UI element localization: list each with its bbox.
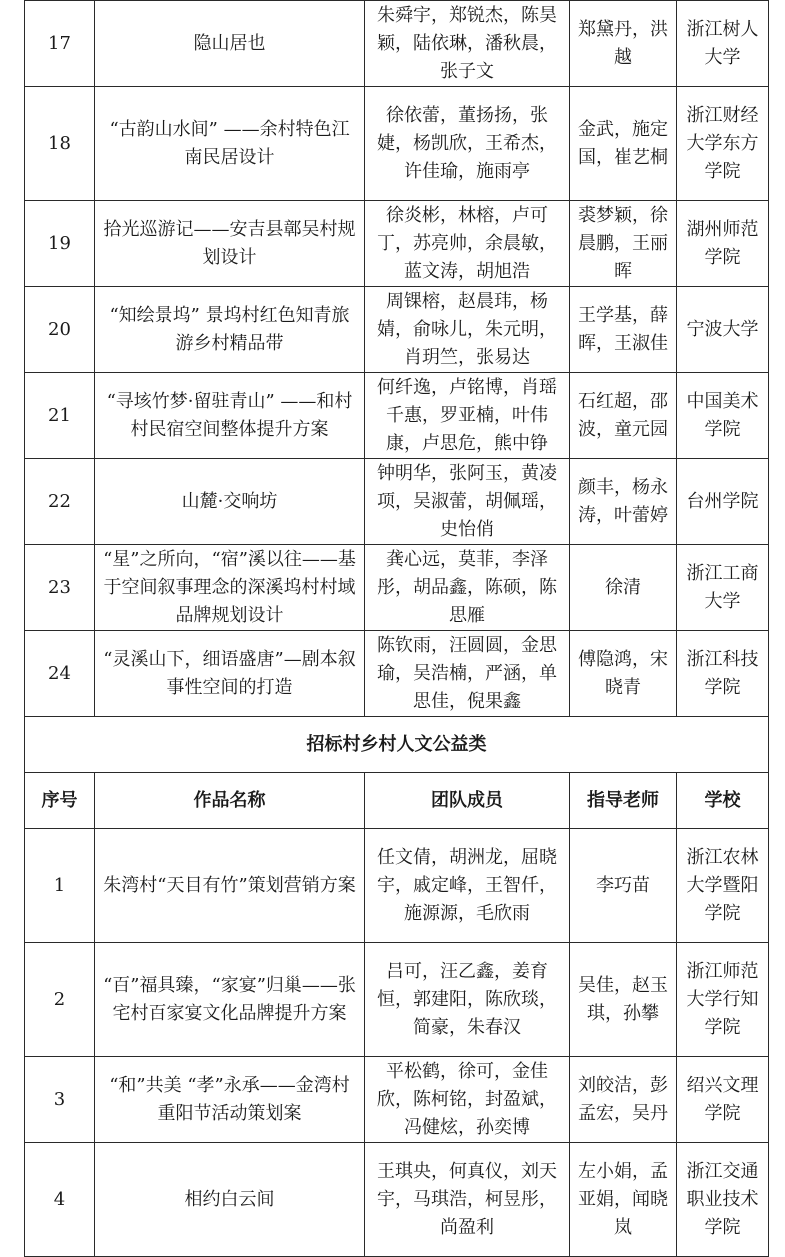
school: 湖州师范学院 xyxy=(677,201,769,287)
row-number: 19 xyxy=(25,201,95,287)
work-title: “知绘景坞” 景坞村红色知青旅游乡村精品带 xyxy=(95,287,365,373)
work-title: “寻垓竹梦·留驻青山” ——和村村民宿空间整体提升方案 xyxy=(95,373,365,459)
advisors: 郑黛丹，洪越 xyxy=(570,1,677,87)
row-number: 23 xyxy=(25,545,95,631)
table-row xyxy=(25,943,769,1057)
work-title: 拾光巡游记——安吉县鄣吴村规划设计 xyxy=(95,201,365,287)
header-members: 团队成员 xyxy=(365,773,570,829)
team-members: 吕可，汪乙鑫，姜育恒，郭建阳，陈欣琰，简豪，朱春汉 xyxy=(365,943,570,1057)
team-members: 任文倩，胡洲龙，屈晓宇，戚定峰，王智仟，施源源，毛欣雨 xyxy=(365,829,570,943)
team-members: 平松鹤，徐可，金佳欣，陈柯铭，封盈斌，冯健炫，孙奕博 xyxy=(365,1057,570,1143)
row-number: 22 xyxy=(25,459,95,545)
school: 浙江树人大学 xyxy=(677,1,769,87)
team-members: 陈钦雨，汪圆圆，金思瑜，吴浩楠，严涵，单思佳，倪果鑫 xyxy=(365,631,570,717)
table-row xyxy=(25,201,769,287)
team-members: 周锞榕，赵晨玮，杨婧，俞咏儿，朱元明，肖玥竺，张易达 xyxy=(365,287,570,373)
work-title: 隐山居也 xyxy=(95,1,365,87)
school: 浙江科技学院 xyxy=(677,631,769,717)
section-header-row xyxy=(25,717,769,773)
team-members: 王琪央，何真仪，刘天宇，马琪浩，柯昱彤，尚盈利 xyxy=(365,1143,570,1257)
table-row xyxy=(25,373,769,459)
row-number: 17 xyxy=(25,1,95,87)
section-title: 招标村乡村人文公益类 xyxy=(25,717,769,773)
advisors: 颜丰，杨永涛，叶蕾婷 xyxy=(570,459,677,545)
header-school: 学校 xyxy=(677,773,769,829)
advisors: 王学基，薛晖，王淑佳 xyxy=(570,287,677,373)
school: 浙江交通职业技术学院 xyxy=(677,1143,769,1257)
table-row xyxy=(25,1,769,87)
school: 宁波大学 xyxy=(677,287,769,373)
row-number: 3 xyxy=(25,1057,95,1143)
work-title: 山麓·交响坊 xyxy=(95,459,365,545)
column-header-row xyxy=(25,773,769,829)
row-number: 24 xyxy=(25,631,95,717)
work-title: “古韵山水间” ——余村特色江南民居设计 xyxy=(95,87,365,201)
school: 浙江工商大学 xyxy=(677,545,769,631)
advisors: 左小娟，孟亚娟，闻晓岚 xyxy=(570,1143,677,1257)
advisors: 裘梦颖，徐晨鹏，王丽晖 xyxy=(570,201,677,287)
row-number: 2 xyxy=(25,943,95,1057)
work-title: “和”共美 “孝”永承——金湾村重阳节活动策划案 xyxy=(95,1057,365,1143)
table-row xyxy=(25,631,769,717)
table-row xyxy=(25,1057,769,1143)
school: 绍兴文理学院 xyxy=(677,1057,769,1143)
row-number: 4 xyxy=(25,1143,95,1257)
team-members: 龚心远，莫菲，李泽彤，胡品鑫，陈硕，陈思雁 xyxy=(365,545,570,631)
table-row xyxy=(25,1143,769,1257)
school: 浙江财经大学东方学院 xyxy=(677,87,769,201)
table-row xyxy=(25,287,769,373)
awards-table xyxy=(24,0,769,1257)
school: 浙江师范大学行知学院 xyxy=(677,943,769,1057)
advisors: 徐清 xyxy=(570,545,677,631)
table-row xyxy=(25,459,769,545)
school: 浙江农林大学暨阳学院 xyxy=(677,829,769,943)
school: 台州学院 xyxy=(677,459,769,545)
team-members: 何纤逸，卢铭博，肖瑶千惠，罗亚楠，叶伟康，卢思危，熊中铮 xyxy=(365,373,570,459)
header-number: 序号 xyxy=(25,773,95,829)
table-row xyxy=(25,545,769,631)
school: 中国美术学院 xyxy=(677,373,769,459)
work-title: 相约白云间 xyxy=(95,1143,365,1257)
advisors: 傅隐鸿，宋晓青 xyxy=(570,631,677,717)
team-members: 钟明华，张阿玉，黄凌项，吴淑蕾，胡佩瑶，史怡俏 xyxy=(365,459,570,545)
advisors: 李巧苗 xyxy=(570,829,677,943)
row-number: 18 xyxy=(25,87,95,201)
table-row xyxy=(25,829,769,943)
team-members: 徐依蕾，董扬扬，张婕，杨凯欣，王希杰，许佳瑜，施雨亭 xyxy=(365,87,570,201)
team-members: 朱舜宇，郑锐杰，陈昊颖，陆依琳，潘秋晨，张子文 xyxy=(365,1,570,87)
work-title: “灵溪山下，细语盛唐”—剧本叙事性空间的打造 xyxy=(95,631,365,717)
header-title: 作品名称 xyxy=(95,773,365,829)
team-members: 徐炎彬，林榕，卢可丁，苏亮帅，余晨敏，蓝文涛，胡旭浩 xyxy=(365,201,570,287)
advisors: 吴佳，赵玉琪，孙攀 xyxy=(570,943,677,1057)
table-row xyxy=(25,87,769,201)
advisors: 刘皎洁，彭孟宏，吴丹 xyxy=(570,1057,677,1143)
work-title: “星”之所向，“宿”溪以往——基于空间叙事理念的深溪坞村村域品牌规划设计 xyxy=(95,545,365,631)
row-number: 20 xyxy=(25,287,95,373)
row-number: 1 xyxy=(25,829,95,943)
advisors: 金武，施定国，崔艺桐 xyxy=(570,87,677,201)
work-title: 朱湾村“天目有竹”策划营销方案 xyxy=(95,829,365,943)
advisors: 石红超，邵波，童元园 xyxy=(570,373,677,459)
work-title: “百”福具臻，“家宴”归巢——张宅村百家宴文化品牌提升方案 xyxy=(95,943,365,1057)
row-number: 21 xyxy=(25,373,95,459)
header-advisors: 指导老师 xyxy=(570,773,677,829)
